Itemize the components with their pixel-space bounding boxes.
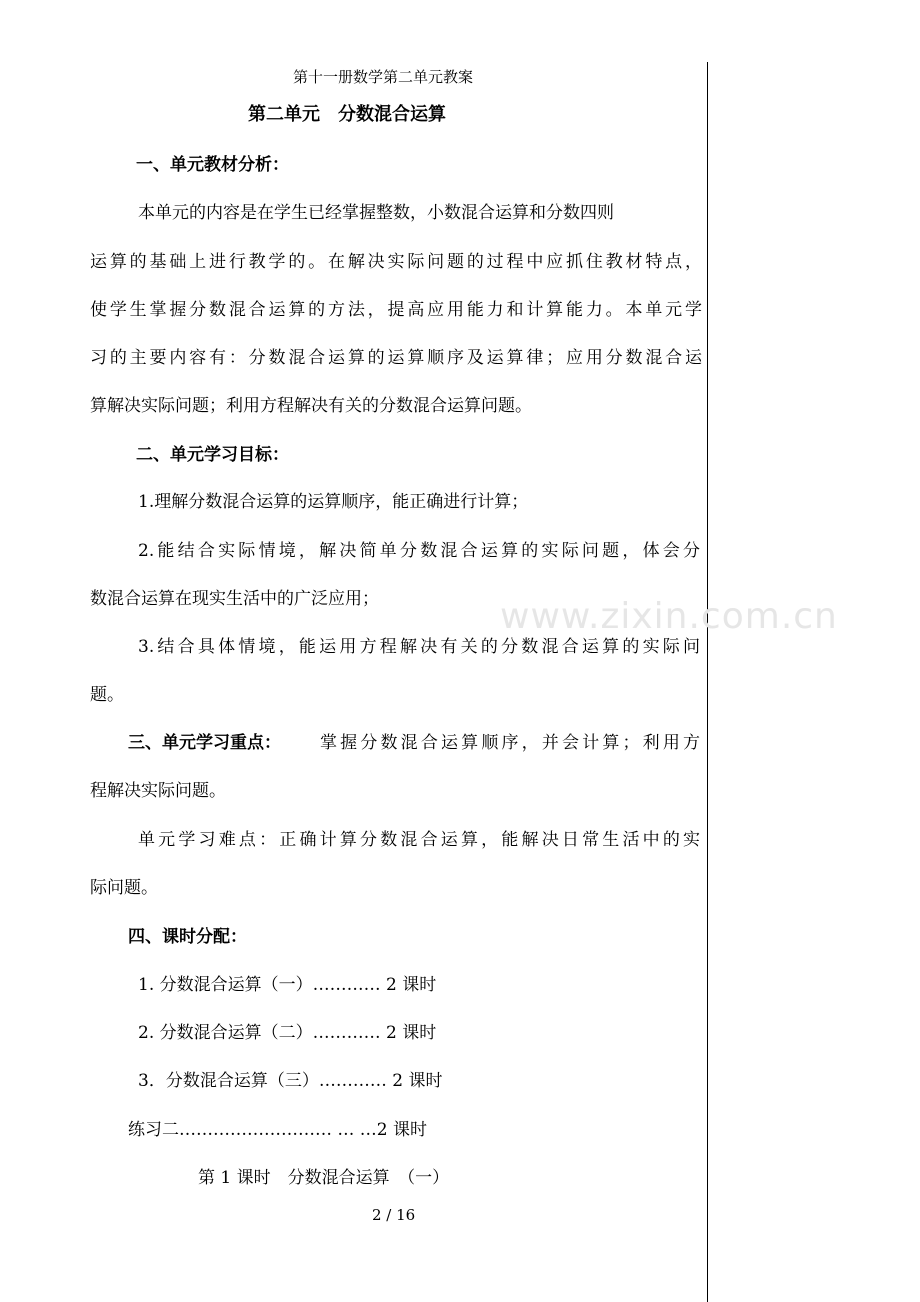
- s3-text-line-1: 掌握分数混合运算顺序，并会计算；利用方: [320, 733, 700, 753]
- vertical-margin-rule: [707, 62, 708, 1302]
- section-4-heading: 四、课时分配：: [128, 927, 247, 947]
- unit-title: 第二单元 分数混合运算: [248, 104, 446, 125]
- section-1-heading: 一、单元教材分析：: [136, 155, 289, 175]
- goal-1: 1.理解分数混合运算的运算顺序，能正确进行计算；: [138, 492, 529, 512]
- s1-line-3: 使学生掌握分数混合运算的方法，提高应用能力和计算能力。本单元学: [90, 300, 702, 320]
- difficulty-line-1: 单元学习难点：正确计算分数混合运算，能解决日常生活中的实: [138, 830, 700, 850]
- goal-2-line-2: 数混合运算在现实生活中的广泛应用；: [90, 589, 379, 609]
- goal-3-line-1: 3.结合具体情境，能运用方程解决有关的分数混合运算的实际问: [138, 637, 700, 657]
- s1-line-1: 本单元的内容是在学生已经掌握整数，小数混合运算和分数四则: [138, 203, 614, 223]
- section-2-heading: 二、单元学习目标：: [136, 445, 289, 465]
- difficulty-line-2: 际问题。: [90, 878, 158, 898]
- schedule-item-3: 3．分数混合运算（三）………… 2 课时: [138, 1071, 443, 1091]
- schedule-item-1: 1. 分数混合运算（一）………… 2 课时: [138, 975, 437, 995]
- schedule-item-2: 2. 分数混合运算（二）………… 2 课时: [138, 1023, 437, 1043]
- watermark: www.zixin.com.cn: [500, 596, 838, 637]
- running-header: 第十一册数学第二单元教案: [293, 68, 474, 86]
- goal-3-line-2: 题。: [90, 685, 124, 705]
- s1-line-4: 习的主要内容有：分数混合运算的运算顺序及运算律；应用分数混合运: [90, 348, 702, 368]
- lesson-title: 第 1 课时 分数混合运算 （一）: [198, 1168, 450, 1188]
- goal-2-line-1: 2.能结合实际情境，解决简单分数混合运算的实际问题，体会分: [138, 541, 700, 561]
- section-3-heading: 三、单元学习重点：: [128, 733, 281, 753]
- s3-text-line-2: 程解决实际问题。: [90, 781, 226, 801]
- page-number: 2 / 16: [372, 1206, 416, 1224]
- s1-line-2: 运算的基础上进行教学的。在解决实际问题的过程中应抓住教材特点，: [90, 252, 702, 272]
- s1-line-5: 算解决实际问题；利用方程解决有关的分数混合运算问题。: [90, 396, 532, 416]
- schedule-item-4: 练习二……………………… … …2 课时: [128, 1120, 428, 1140]
